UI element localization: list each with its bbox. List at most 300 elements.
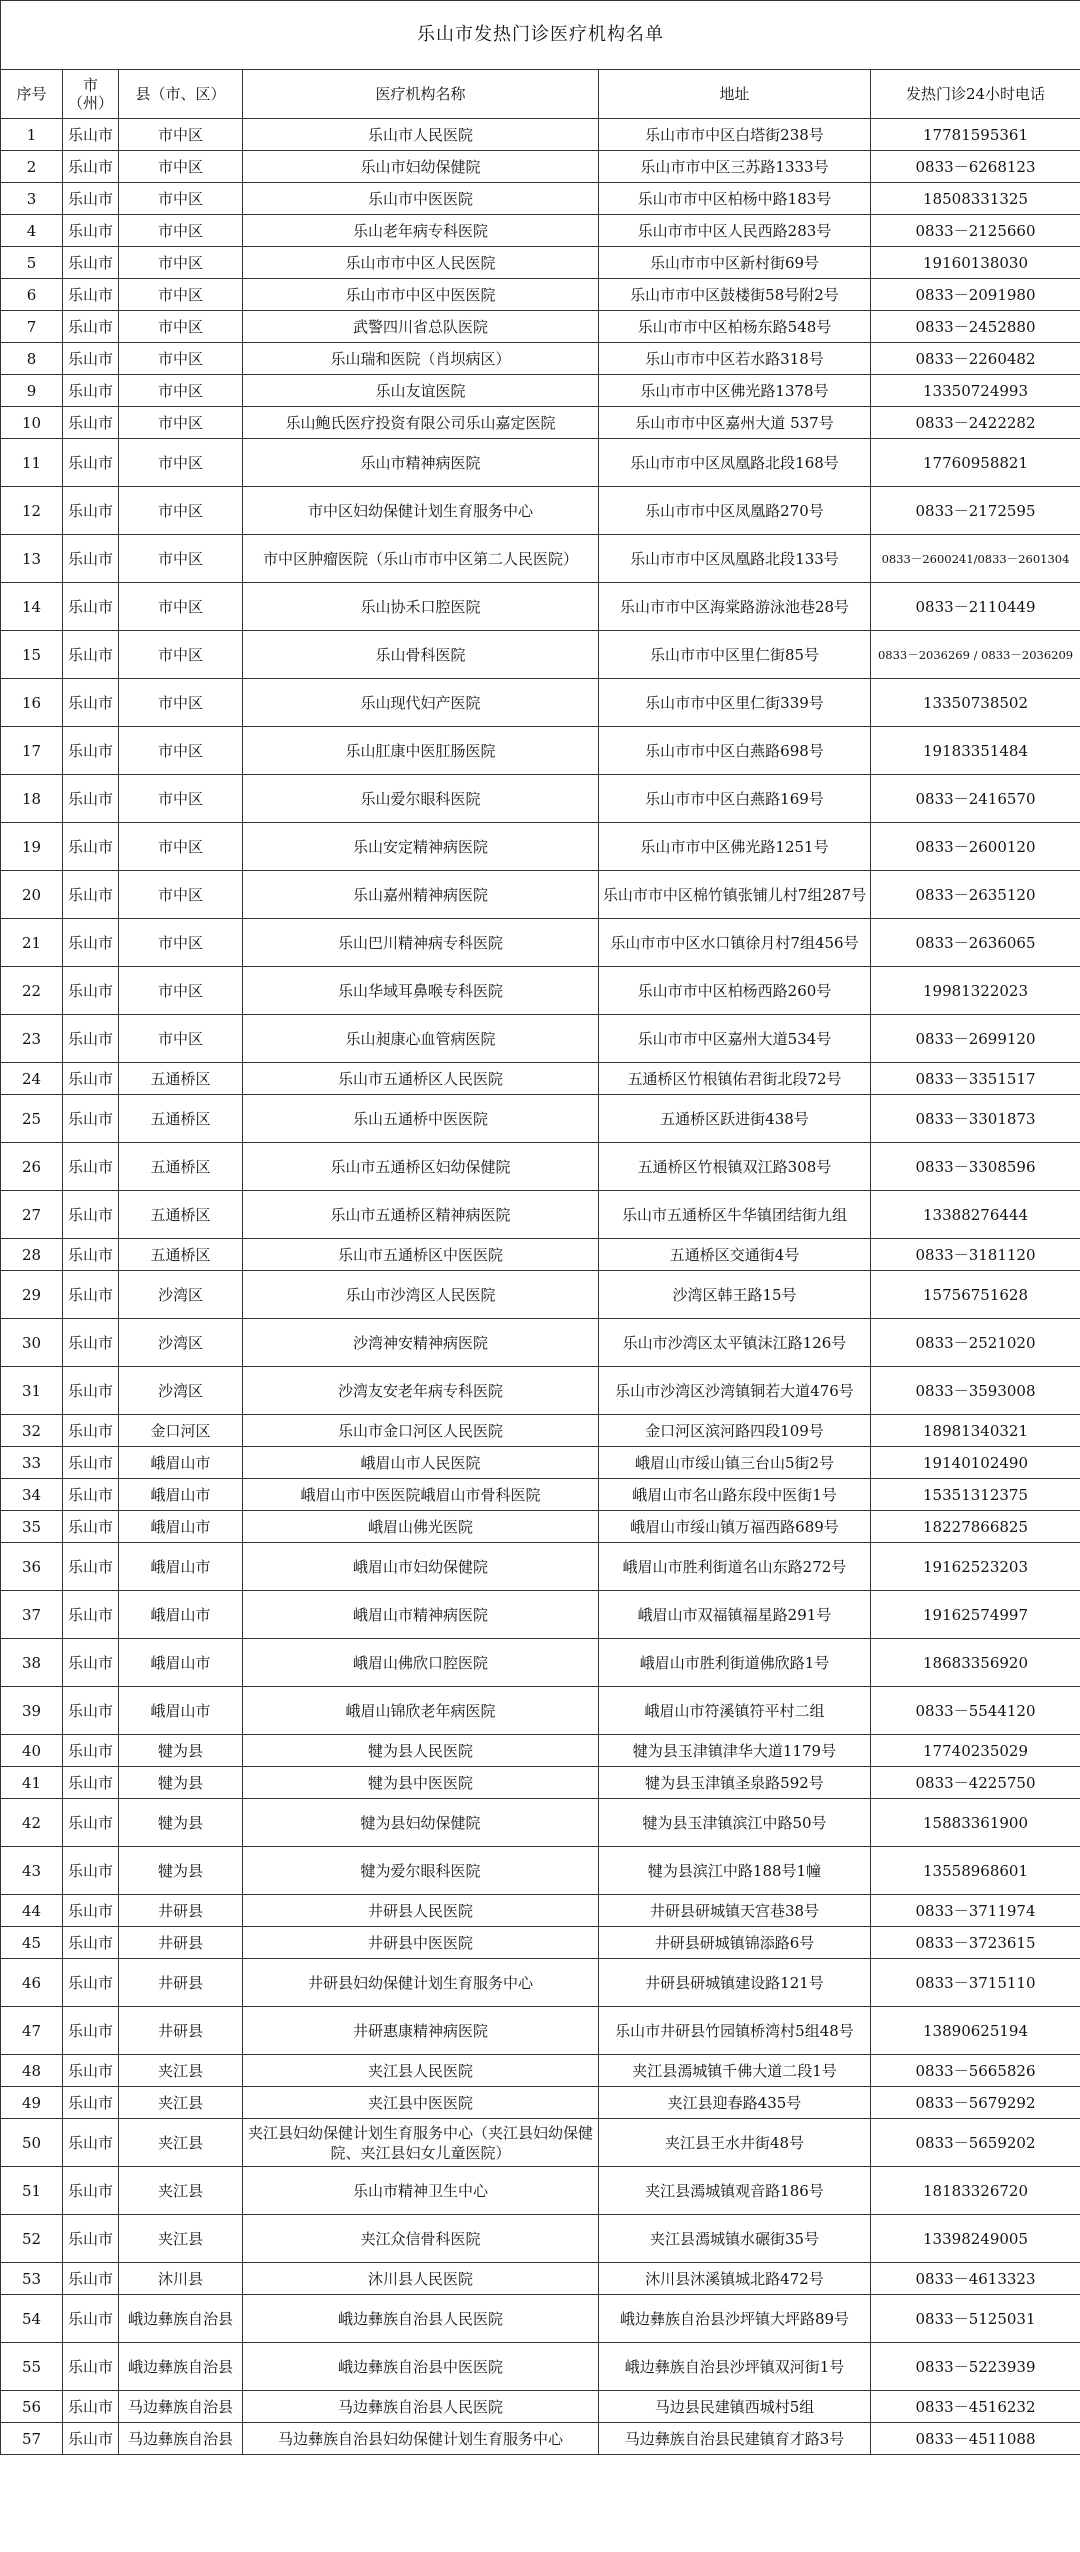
- row-city: 乐山市: [63, 583, 119, 631]
- table-row: [1, 2343, 1080, 2391]
- row-institution-name: 犍为县中医医院: [243, 1767, 599, 1799]
- row-address: 乐山市市中区若水路318号: [599, 343, 871, 375]
- row-county: 市中区: [119, 215, 243, 247]
- row-number: 10: [1, 407, 63, 439]
- row-number: 53: [1, 2263, 63, 2295]
- row-institution-name: 乐山友谊医院: [243, 375, 599, 407]
- row-institution-name: 夹江县人民医院: [243, 2055, 599, 2087]
- row-address: 沐川县沐溪镇城北路472号: [599, 2263, 871, 2295]
- row-county: 市中区: [119, 775, 243, 823]
- row-phone: 19160138030: [871, 247, 1080, 279]
- table-row: [1, 1479, 1080, 1511]
- row-phone: 0833－4613323: [871, 2263, 1080, 2295]
- row-city: 乐山市: [63, 1447, 119, 1479]
- row-phone: 13388276444: [871, 1191, 1080, 1239]
- row-institution-name: 乐山五通桥中医医院: [243, 1095, 599, 1143]
- table-row: [1, 247, 1080, 279]
- row-institution-name: 井研县人民医院: [243, 1895, 599, 1927]
- row-county: 市中区: [119, 583, 243, 631]
- row-city: 乐山市: [63, 1735, 119, 1767]
- row-city: 乐山市: [63, 631, 119, 679]
- table-row: [1, 407, 1080, 439]
- row-county: 夹江县: [119, 2215, 243, 2263]
- row-county: 夹江县: [119, 2167, 243, 2215]
- table-row: [1, 1735, 1080, 1767]
- row-county: 市中区: [119, 535, 243, 583]
- row-number: 8: [1, 343, 63, 375]
- row-address: 乐山市沙湾区太平镇沫江路126号: [599, 1319, 871, 1367]
- table-row: [1, 1015, 1080, 1063]
- row-number: 32: [1, 1415, 63, 1447]
- row-address: 五通桥区跃进街438号: [599, 1095, 871, 1143]
- row-city: 乐山市: [63, 407, 119, 439]
- row-address: 乐山市市中区凤凰路北段168号: [599, 439, 871, 487]
- row-address: 夹江县迎春路435号: [599, 2087, 871, 2119]
- row-phone: 0833－4516232: [871, 2391, 1080, 2423]
- row-number: 15: [1, 631, 63, 679]
- row-phone: 0833－2416570: [871, 775, 1080, 823]
- row-county: 马边彝族自治县: [119, 2391, 243, 2423]
- row-phone: 0833－4511088: [871, 2423, 1080, 2455]
- row-number: 22: [1, 967, 63, 1015]
- row-number: 39: [1, 1687, 63, 1735]
- row-institution-name: 井研惠康精神病医院: [243, 2007, 599, 2055]
- table-row: [1, 1799, 1080, 1847]
- row-institution-name: 乐山市市中区人民医院: [243, 247, 599, 279]
- row-phone: 0833－2521020: [871, 1319, 1080, 1367]
- row-county: 市中区: [119, 343, 243, 375]
- row-city: 乐山市: [63, 279, 119, 311]
- row-address: 乐山市市中区佛光路1378号: [599, 375, 871, 407]
- row-address: 乐山市市中区嘉州大道 537号: [599, 407, 871, 439]
- row-address: 五通桥区竹根镇双江路308号: [599, 1143, 871, 1191]
- row-city: 乐山市: [63, 375, 119, 407]
- row-number: 1: [1, 119, 63, 151]
- row-county: 峨眉山市: [119, 1511, 243, 1543]
- row-phone: 0833－3181120: [871, 1239, 1080, 1271]
- row-phone: 19140102490: [871, 1447, 1080, 1479]
- row-phone: 0833－4225750: [871, 1767, 1080, 1799]
- row-city: 乐山市: [63, 183, 119, 215]
- row-institution-name: 乐山市五通桥区精神病医院: [243, 1191, 599, 1239]
- row-number: 5: [1, 247, 63, 279]
- row-institution-name: 市中区肿瘤医院（乐山市市中区第二人民医院）: [243, 535, 599, 583]
- row-address: 乐山市市中区水口镇徐月村7组456号: [599, 919, 871, 967]
- row-number: 49: [1, 2087, 63, 2119]
- row-phone: 15351312375: [871, 1479, 1080, 1511]
- row-number: 9: [1, 375, 63, 407]
- row-county: 犍为县: [119, 1767, 243, 1799]
- row-address: 乐山市市中区棉竹镇张铺儿村7组287号: [599, 871, 871, 919]
- row-city: 乐山市: [63, 1095, 119, 1143]
- row-institution-name: 乐山协禾口腔医院: [243, 583, 599, 631]
- table-row: [1, 1895, 1080, 1927]
- table-row: [1, 727, 1080, 775]
- row-phone: 17760958821: [871, 439, 1080, 487]
- row-address: 乐山市沙湾区沙湾镇铜若大道476号: [599, 1367, 871, 1415]
- row-county: 市中区: [119, 967, 243, 1015]
- table-row: [1, 1239, 1080, 1271]
- col-header-county: 县（市、区）: [119, 70, 243, 119]
- table-row: [1, 183, 1080, 215]
- row-number: 54: [1, 2295, 63, 2343]
- row-institution-name: 沙湾友安老年病专科医院: [243, 1367, 599, 1415]
- row-city: 乐山市: [63, 1063, 119, 1095]
- row-institution-name: 夹江县妇幼保健计划生育服务中心（夹江县妇幼保健院、夹江县妇女儿童医院）: [243, 2119, 599, 2167]
- row-number: 47: [1, 2007, 63, 2055]
- row-institution-name: 峨眉山市妇幼保健院: [243, 1543, 599, 1591]
- row-institution-name: 井研县中医医院: [243, 1927, 599, 1959]
- table-title: 乐山市发热门诊医疗机构名单: [1, 1, 1080, 70]
- row-address: 乐山市市中区里仁街85号: [599, 631, 871, 679]
- row-institution-name: 峨眉山市人民医院: [243, 1447, 599, 1479]
- row-county: 犍为县: [119, 1847, 243, 1895]
- row-institution-name: 乐山市精神病医院: [243, 439, 599, 487]
- row-address: 五通桥区竹根镇佑君街北段72号: [599, 1063, 871, 1095]
- col-header-name: 医疗机构名称: [243, 70, 599, 119]
- table-row: [1, 1271, 1080, 1319]
- row-county: 沙湾区: [119, 1367, 243, 1415]
- row-institution-name: 乐山老年病专科医院: [243, 215, 599, 247]
- row-address: 乐山市市中区柏杨东路548号: [599, 311, 871, 343]
- row-county: 峨眉山市: [119, 1639, 243, 1687]
- row-address: 乐山市市中区海棠路游泳池巷28号: [599, 583, 871, 631]
- row-county: 夹江县: [119, 2119, 243, 2167]
- row-phone: 13890625194: [871, 2007, 1080, 2055]
- row-city: 乐山市: [63, 1847, 119, 1895]
- row-phone: 19162574997: [871, 1591, 1080, 1639]
- row-number: 35: [1, 1511, 63, 1543]
- row-phone: 17781595361: [871, 119, 1080, 151]
- row-address: 乐山市井研县竹园镇桥湾村5组48号: [599, 2007, 871, 2055]
- row-county: 沐川县: [119, 2263, 243, 2295]
- row-institution-name: 乐山市人民医院: [243, 119, 599, 151]
- row-address: 井研县研城镇锦添路6号: [599, 1927, 871, 1959]
- table-row: [1, 119, 1080, 151]
- row-city: 乐山市: [63, 1367, 119, 1415]
- row-county: 井研县: [119, 1959, 243, 2007]
- table-row: [1, 1095, 1080, 1143]
- row-number: 30: [1, 1319, 63, 1367]
- row-phone: 0833－3593008: [871, 1367, 1080, 1415]
- row-number: 20: [1, 871, 63, 919]
- row-number: 24: [1, 1063, 63, 1095]
- table-row: [1, 487, 1080, 535]
- row-number: 4: [1, 215, 63, 247]
- row-address: 犍为县滨江中路188号1幢: [599, 1847, 871, 1895]
- row-city: 乐山市: [63, 215, 119, 247]
- table-row: [1, 2295, 1080, 2343]
- row-number: 44: [1, 1895, 63, 1927]
- row-institution-name: 乐山嘉州精神病医院: [243, 871, 599, 919]
- row-city: 乐山市: [63, 775, 119, 823]
- table-row: [1, 679, 1080, 727]
- row-city: 乐山市: [63, 1895, 119, 1927]
- row-county: 犍为县: [119, 1799, 243, 1847]
- row-number: 31: [1, 1367, 63, 1415]
- row-address: 乐山市市中区柏杨西路260号: [599, 967, 871, 1015]
- row-phone: 0833－2635120: [871, 871, 1080, 919]
- row-city: 乐山市: [63, 535, 119, 583]
- table-row: [1, 1927, 1080, 1959]
- row-phone: 0833－3711974: [871, 1895, 1080, 1927]
- row-address: 乐山市市中区三苏路1333号: [599, 151, 871, 183]
- row-institution-name: 乐山鲍氏医疗投资有限公司乐山嘉定医院: [243, 407, 599, 439]
- row-city: 乐山市: [63, 1415, 119, 1447]
- row-number: 45: [1, 1927, 63, 1959]
- row-phone: 0833－2636065: [871, 919, 1080, 967]
- table-row: [1, 583, 1080, 631]
- row-institution-name: 马边彝族自治县人民医院: [243, 2391, 599, 2423]
- header-row: [1, 70, 1080, 119]
- row-institution-name: 犍为县妇幼保健院: [243, 1799, 599, 1847]
- row-address: 犍为县玉津镇滨江中路50号: [599, 1799, 871, 1847]
- row-phone: 19162523203: [871, 1543, 1080, 1591]
- table-row: [1, 151, 1080, 183]
- row-city: 乐山市: [63, 2263, 119, 2295]
- row-phone: 19981322023: [871, 967, 1080, 1015]
- row-institution-name: 乐山昶康心血管病医院: [243, 1015, 599, 1063]
- row-county: 五通桥区: [119, 1095, 243, 1143]
- row-county: 五通桥区: [119, 1143, 243, 1191]
- row-address: 峨眉山市绥山镇万福西路689号: [599, 1511, 871, 1543]
- row-address: 乐山市市中区人民西路283号: [599, 215, 871, 247]
- table-row: [1, 823, 1080, 871]
- row-number: 3: [1, 183, 63, 215]
- row-address: 乐山市市中区白塔街238号: [599, 119, 871, 151]
- row-institution-name: 峨眉山市精神病医院: [243, 1591, 599, 1639]
- row-institution-name: 沙湾神安精神病医院: [243, 1319, 599, 1367]
- row-phone: 0833－2600120: [871, 823, 1080, 871]
- row-city: 乐山市: [63, 1511, 119, 1543]
- row-number: 51: [1, 2167, 63, 2215]
- table-row: [1, 1367, 1080, 1415]
- row-address: 乐山市五通桥区牛华镇团结街九组: [599, 1191, 871, 1239]
- row-address: 峨边彝族自治县沙坪镇双河街1号: [599, 2343, 871, 2391]
- row-address: 井研县研城镇建设路121号: [599, 1959, 871, 2007]
- row-institution-name: 峨眉山佛光医院: [243, 1511, 599, 1543]
- row-phone: 0833－2125660: [871, 215, 1080, 247]
- table-row: [1, 631, 1080, 679]
- row-county: 市中区: [119, 487, 243, 535]
- row-phone: 13350738502: [871, 679, 1080, 727]
- row-city: 乐山市: [63, 343, 119, 375]
- row-city: 乐山市: [63, 1191, 119, 1239]
- row-phone: 0833－2452880: [871, 311, 1080, 343]
- row-county: 市中区: [119, 871, 243, 919]
- row-county: 市中区: [119, 279, 243, 311]
- row-city: 乐山市: [63, 967, 119, 1015]
- row-city: 乐山市: [63, 1015, 119, 1063]
- row-address: 峨边彝族自治县沙坪镇大坪路89号: [599, 2295, 871, 2343]
- row-number: 42: [1, 1799, 63, 1847]
- row-institution-name: 乐山瑞和医院（肖坝病区）: [243, 343, 599, 375]
- row-county: 市中区: [119, 679, 243, 727]
- table-row: [1, 311, 1080, 343]
- row-city: 乐山市: [63, 727, 119, 775]
- table-row: [1, 1687, 1080, 1735]
- row-phone: 0833－2091980: [871, 279, 1080, 311]
- row-phone: 18508331325: [871, 183, 1080, 215]
- table-row: [1, 2055, 1080, 2087]
- row-address: 犍为县玉津镇圣泉路592号: [599, 1767, 871, 1799]
- row-county: 市中区: [119, 407, 243, 439]
- row-number: 34: [1, 1479, 63, 1511]
- row-institution-name: 乐山安定精神病医院: [243, 823, 599, 871]
- table-row: [1, 871, 1080, 919]
- row-county: 马边彝族自治县: [119, 2423, 243, 2455]
- row-number: 6: [1, 279, 63, 311]
- row-city: 乐山市: [63, 247, 119, 279]
- row-county: 市中区: [119, 439, 243, 487]
- row-number: 36: [1, 1543, 63, 1591]
- row-county: 市中区: [119, 375, 243, 407]
- row-number: 12: [1, 487, 63, 535]
- row-county: 金口河区: [119, 1415, 243, 1447]
- row-city: 乐山市: [63, 1799, 119, 1847]
- row-address: 乐山市市中区凤凰路270号: [599, 487, 871, 535]
- row-institution-name: 乐山市金口河区人民医院: [243, 1415, 599, 1447]
- row-city: 乐山市: [63, 1767, 119, 1799]
- row-phone: 15756751628: [871, 1271, 1080, 1319]
- row-city: 乐山市: [63, 919, 119, 967]
- col-header-phone: 发热门诊24小时电话: [871, 70, 1080, 119]
- row-number: 43: [1, 1847, 63, 1895]
- row-number: 18: [1, 775, 63, 823]
- row-address: 夹江县漹城镇水碾街35号: [599, 2215, 871, 2263]
- row-county: 犍为县: [119, 1735, 243, 1767]
- table-row: [1, 1415, 1080, 1447]
- row-address: 乐山市市中区里仁街339号: [599, 679, 871, 727]
- col-header-city: 市 （州）: [63, 70, 119, 119]
- row-phone: 0833－2422282: [871, 407, 1080, 439]
- row-city: 乐山市: [63, 679, 119, 727]
- row-county: 市中区: [119, 727, 243, 775]
- row-institution-name: 峨眉山佛欣口腔医院: [243, 1639, 599, 1687]
- row-number: 37: [1, 1591, 63, 1639]
- table-row: [1, 2007, 1080, 2055]
- row-number: 50: [1, 2119, 63, 2167]
- row-city: 乐山市: [63, 1639, 119, 1687]
- row-city: 乐山市: [63, 2215, 119, 2263]
- row-county: 峨眉山市: [119, 1687, 243, 1735]
- row-county: 市中区: [119, 919, 243, 967]
- row-city: 乐山市: [63, 2343, 119, 2391]
- row-city: 乐山市: [63, 1543, 119, 1591]
- table-row: [1, 375, 1080, 407]
- table-row: [1, 2167, 1080, 2215]
- row-address: 峨眉山市胜利街道佛欣路1号: [599, 1639, 871, 1687]
- row-address: 乐山市市中区新村街69号: [599, 247, 871, 279]
- row-address: 夹江县漹城镇千佛大道二段1号: [599, 2055, 871, 2087]
- row-county: 井研县: [119, 1927, 243, 1959]
- row-address: 峨眉山市名山路东段中医街1号: [599, 1479, 871, 1511]
- row-city: 乐山市: [63, 1143, 119, 1191]
- table-row: [1, 439, 1080, 487]
- row-institution-name: 犍为爱尔眼科医院: [243, 1847, 599, 1895]
- row-number: 26: [1, 1143, 63, 1191]
- row-city: 乐山市: [63, 1927, 119, 1959]
- row-address: 五通桥区交通街4号: [599, 1239, 871, 1271]
- row-phone: 18683356920: [871, 1639, 1080, 1687]
- table-row: [1, 2087, 1080, 2119]
- row-phone: 0833－2699120: [871, 1015, 1080, 1063]
- row-phone: 0833－3301873: [871, 1095, 1080, 1143]
- table-row: [1, 279, 1080, 311]
- row-number: 28: [1, 1239, 63, 1271]
- row-institution-name: 乐山市五通桥区人民医院: [243, 1063, 599, 1095]
- row-number: 25: [1, 1095, 63, 1143]
- row-phone: 0833－5679292: [871, 2087, 1080, 2119]
- table-row: [1, 1319, 1080, 1367]
- row-phone: 0833－3723615: [871, 1927, 1080, 1959]
- row-number: 57: [1, 2423, 63, 2455]
- row-address: 乐山市市中区白燕路169号: [599, 775, 871, 823]
- row-city: 乐山市: [63, 2295, 119, 2343]
- col-header-no: 序号: [1, 70, 63, 119]
- row-phone: 18227866825: [871, 1511, 1080, 1543]
- row-address: 金口河区滨河路四段109号: [599, 1415, 871, 1447]
- row-county: 沙湾区: [119, 1319, 243, 1367]
- row-address: 马边县民建镇西城村5组: [599, 2391, 871, 2423]
- table-row: [1, 2119, 1080, 2167]
- table-row: [1, 1511, 1080, 1543]
- row-number: 48: [1, 2055, 63, 2087]
- row-county: 夹江县: [119, 2087, 243, 2119]
- col-header-address: 地址: [599, 70, 871, 119]
- table-row: [1, 967, 1080, 1015]
- row-county: 五通桥区: [119, 1063, 243, 1095]
- row-number: 23: [1, 1015, 63, 1063]
- row-city: 乐山市: [63, 1239, 119, 1271]
- row-number: 16: [1, 679, 63, 727]
- row-number: 11: [1, 439, 63, 487]
- row-institution-name: 马边彝族自治县妇幼保健计划生育服务中心: [243, 2423, 599, 2455]
- row-address: 峨眉山市符溪镇符平村二组: [599, 1687, 871, 1735]
- row-number: 2: [1, 151, 63, 183]
- row-phone: 0833－6268123: [871, 151, 1080, 183]
- table-row: [1, 2215, 1080, 2263]
- table-row: [1, 1143, 1080, 1191]
- row-number: 41: [1, 1767, 63, 1799]
- row-institution-name: 峨眉山市中医医院峨眉山市骨科医院: [243, 1479, 599, 1511]
- row-phone: 0833－3308596: [871, 1143, 1080, 1191]
- table-row: [1, 1639, 1080, 1687]
- row-phone: 13398249005: [871, 2215, 1080, 2263]
- row-city: 乐山市: [63, 2007, 119, 2055]
- row-address: 马边彝族自治县民建镇育才路3号: [599, 2423, 871, 2455]
- table-row: [1, 2423, 1080, 2455]
- row-phone: 0833－2260482: [871, 343, 1080, 375]
- row-address: 乐山市市中区白燕路698号: [599, 727, 871, 775]
- row-county: 峨眉山市: [119, 1447, 243, 1479]
- row-institution-name: 乐山市妇幼保健院: [243, 151, 599, 183]
- row-institution-name: 乐山爱尔眼科医院: [243, 775, 599, 823]
- row-county: 市中区: [119, 151, 243, 183]
- table-row: [1, 2263, 1080, 2295]
- row-city: 乐山市: [63, 2119, 119, 2167]
- table-row: [1, 343, 1080, 375]
- table-row: [1, 215, 1080, 247]
- row-number: 33: [1, 1447, 63, 1479]
- row-institution-name: 市中区妇幼保健计划生育服务中心: [243, 487, 599, 535]
- row-institution-name: 乐山市市中区中医医院: [243, 279, 599, 311]
- row-phone: 13558968601: [871, 1847, 1080, 1895]
- row-number: 52: [1, 2215, 63, 2263]
- row-number: 14: [1, 583, 63, 631]
- row-institution-name: 乐山华域耳鼻喉专科医院: [243, 967, 599, 1015]
- table-row: [1, 775, 1080, 823]
